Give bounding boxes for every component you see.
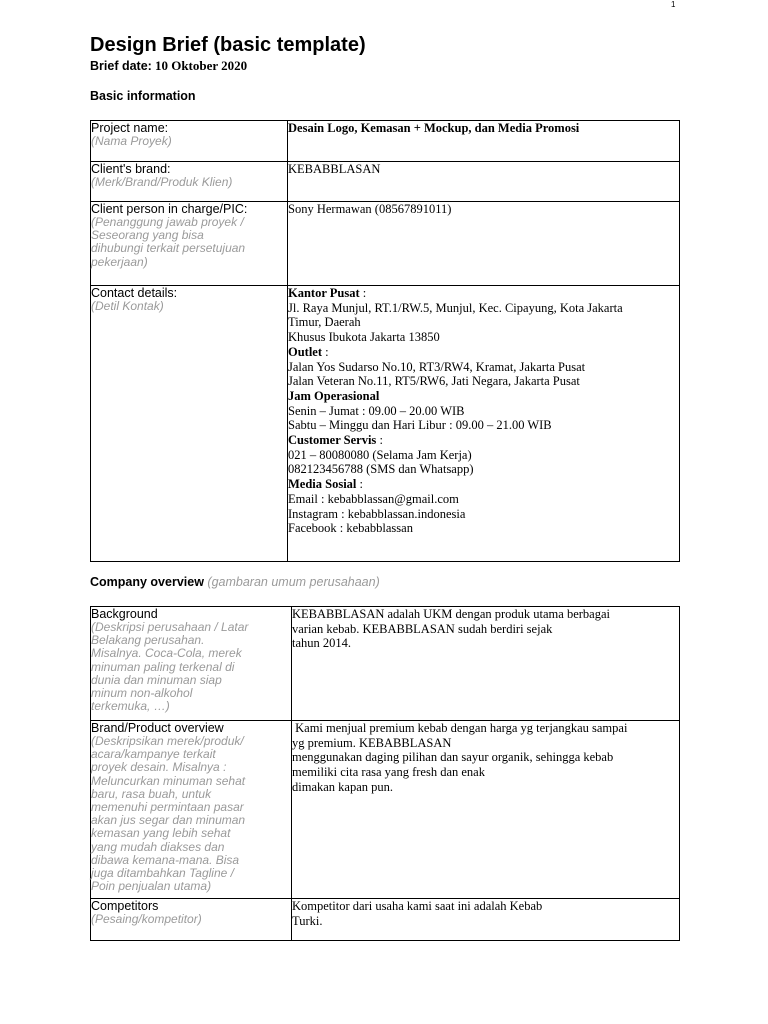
brand-overview-value-line: yg premium. KEBABBLASAN [292,735,452,750]
background-value-line: KEBABBLASAN adalah UKM dengan produk utama berbagai [292,607,610,621]
basic-information-heading-text: Basic information [90,89,196,103]
client-pic-hint-line: dihubungi terkait persetujuan [91,241,246,256]
brand-overview-hint-line: baru, rasa buah, untuk [91,786,212,801]
brief-date-label: Brief date: [90,59,152,73]
company-overview-heading [90,575,380,589]
project-name-label-cell [91,121,288,162]
media-sosial-line: Instagram : kebabblassan.indonesia [288,506,466,521]
brand-overview-hint-line: akan jus segar dan minuman [91,813,246,828]
background-hint-line: terkemuka, …) [91,699,170,714]
background-label-cell [91,607,292,721]
client-pic-value: Sony Hermawan (08567891011) [288,202,452,216]
project-name-label: Project name: [91,121,169,135]
customer-servis-heading: Customer Servis [288,433,377,448]
brand-overview-hint-line: (Deskripsikan merek/produk/ [91,734,244,748]
competitors-hint: (Pesaing/kompetitor) [91,912,202,926]
competitors-value-line: Kompetitor dari usaha kami saat ini adalah Kebab [292,899,543,913]
media-sosial-line: Email : kebabblassan@gmail.com [288,491,459,506]
company-overview-heading-hint: (gambaran umum perusahaan) [207,575,380,589]
client-brand-row [91,162,680,202]
brand-overview-hint-line: memenuhi permintaan pasar [91,800,244,815]
customer-servis-line: 021 – 80080080 (Selama Jam Kerja) [288,447,472,462]
background-hint-line: minum non-alkohol [91,686,193,701]
contact-details-label: Contact details: [91,286,178,300]
brand-overview-hint-line: Poin penjualan utama) [91,879,212,894]
contact-details-label-cell [91,286,288,562]
background-row [91,607,680,721]
client-pic-row [91,202,680,286]
client-pic-hint-line: Seseorang yang bisa [91,228,204,243]
client-pic-label: Client person in charge/PIC: [91,202,248,216]
contact-details-value-cell [288,286,680,562]
brand-overview-hint-line: juga ditambahkan Tagline / [91,866,234,881]
brand-product-overview-label-cell [91,721,292,899]
kantor-pusat-heading-line: Kantor Pusat : [288,286,367,300]
brand-overview-value-line: Kami menjual premium kebab dengan harga yg terjangkau sampai [292,721,628,735]
project-name-value-cell [288,121,680,162]
background-value-line: tahun 2014. [292,636,352,651]
page-number: 1 [671,0,676,9]
outlet-line: Jalan Veteran No.11, RT5/RW6, Jati Negara, Jakarta Pusat [288,374,580,389]
background-value-cell [292,607,680,721]
project-name-hint: (Nama Proyek) [91,134,172,148]
kantor-pusat-line: Jl. Raya Munjul, RT.1/RW.5, Munjul, Kec. Cipayung, Kota Jakarta [288,300,623,315]
background-hint-line: dunia dan minuman siap [91,672,222,687]
brand-product-overview-value-cell [292,721,680,899]
client-brand-label-cell [91,162,288,202]
brief-date-value: 10 Oktober 2020 [154,58,248,73]
background-hint-line: Belakang perusahan. [91,633,205,648]
project-name-row [91,121,680,162]
brand-overview-hint-line: acara/kampanye terkait [91,747,216,762]
brand-overview-hint-line: dibawa kemana-mana. Bisa [91,852,240,867]
background-hint-line: (Deskripsi perusahaan / Latar [91,620,249,634]
customer-servis-line: 082123456788 (SMS dan Whatsapp) [288,462,474,477]
company-overview-table [90,606,680,941]
client-pic-hint-line: pekerjaan) [91,254,148,269]
basic-information-table [90,120,680,562]
brand-overview-hint-line: Meluncurkan minuman sehat [91,773,246,788]
media-sosial-line: Facebook : kebabblassan [288,521,413,536]
background-hint-line: minuman paling terkenal di [91,659,235,674]
brand-overview-value-line: memiliki cita rasa yang fresh dan enak [292,765,485,780]
brand-overview-hint-line: proyek desain. Misalnya : [91,760,227,775]
jam-operasional-heading: Jam Operasional [288,388,380,403]
kantor-pusat-line: Timur, Daerah [288,315,361,330]
background-label: Background [91,607,158,621]
competitors-value-line: Turki. [292,913,323,928]
jam-operasional-line: Sabtu – Minggu dan Hari Libur : 09.00 – 21.00 WIB [288,418,552,433]
client-pic-hint-line: (Penanggung jawab proyek / [91,215,244,229]
brand-product-overview-row [91,721,680,899]
kantor-pusat-line: Khusus Ibukota Jakarta 13850 [288,330,440,345]
media-sosial-heading-line: Media Sosial : [288,477,364,492]
kantor-pusat-heading: Kantor Pusat [288,286,360,300]
background-value-line: varian kebab. KEBABBLASAN sudah berdiri sejak [292,621,553,636]
client-pic-label-cell [91,202,288,286]
background-hint-line: Misalnya. Coca-Cola, merek [91,646,242,661]
contact-details-hint: (Detil Kontak) [91,299,164,313]
client-pic-value-cell [288,202,680,286]
brief-date [90,58,247,74]
client-brand-label: Client's brand: [91,162,171,176]
client-brand-value: KEBABBLASAN [288,162,381,176]
brand-overview-hint-line: yang mudah diakses dan [91,839,225,854]
client-brand-hint: (Merk/Brand/Produk Klien) [91,175,233,189]
customer-servis-heading-line: Customer Servis : [288,433,383,448]
project-name-value: Desain Logo, Kemasan + Mockup, dan Media Promosi [288,121,580,135]
brand-overview-value-line: dimakan kapan pun. [292,779,394,794]
outlet-line: Jalan Yos Sudarso No.10, RT3/RW4, Kramat, Jakarta Pusat [288,359,586,374]
document-title: Design Brief (basic template) [90,34,366,56]
basic-information-heading [90,89,196,103]
competitors-value-cell [292,899,680,941]
brand-overview-hint-line: kemasan yang lebih sehat [91,826,231,841]
brand-overview-value-line: menggunakan daging pilihan dan sayur organik, sehingga kebab [292,750,614,765]
contact-details-row [91,286,680,562]
company-overview-heading-text: Company overview [90,575,204,589]
competitors-label: Competitors [91,899,159,913]
media-sosial-heading: Media Sosial [288,477,357,492]
brand-product-overview-label: Brand/Product overview [91,721,224,735]
jam-operasional-line: Senin – Jumat : 09.00 – 20.00 WIB [288,403,465,418]
client-brand-value-cell [288,162,680,202]
outlet-heading-line: Outlet : [288,344,329,359]
competitors-row [91,899,680,941]
competitors-label-cell [91,899,292,941]
outlet-heading: Outlet [288,344,323,359]
